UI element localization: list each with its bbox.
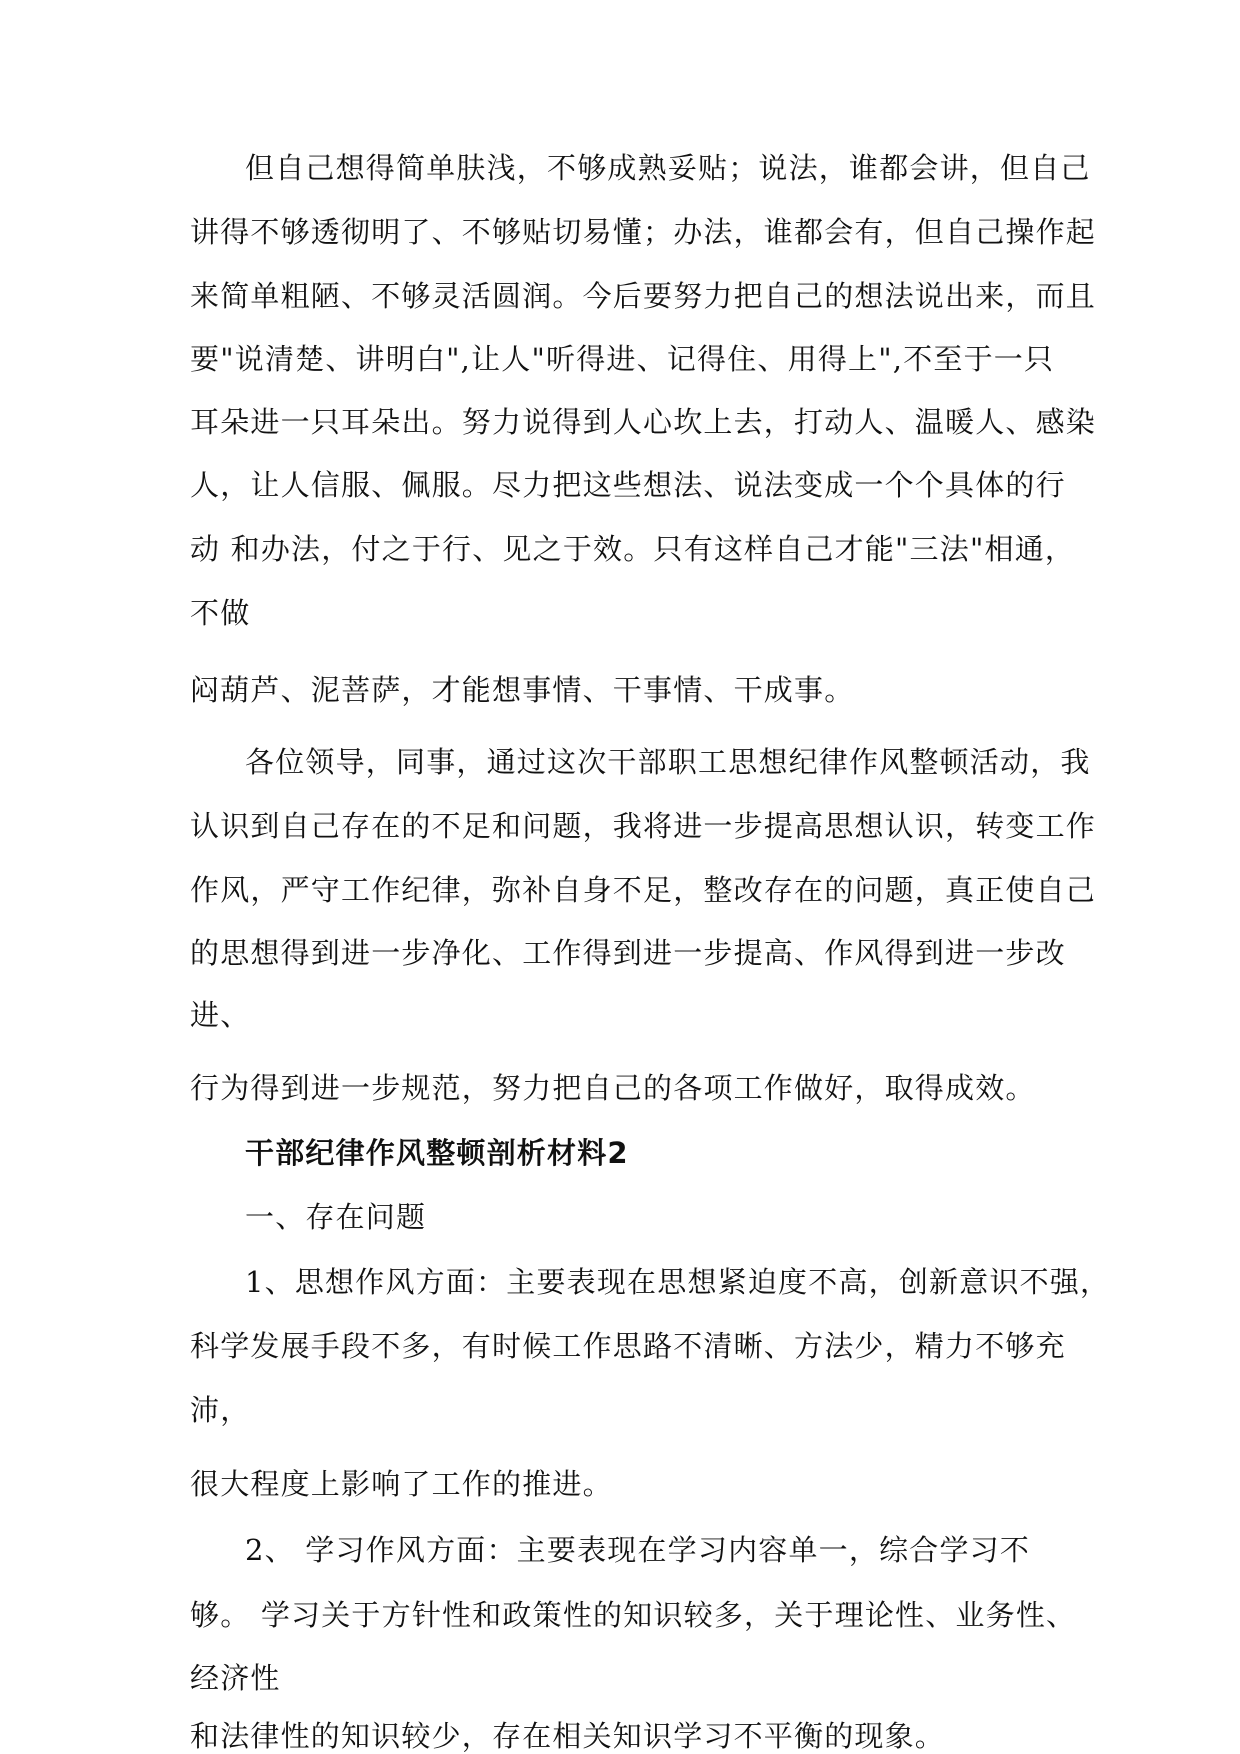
section-heading: 干部纪律作风整顿剖析材料2 (245, 1136, 629, 1170)
text-line: 作风，严守工作纪律，弥补自身不足，整改存在的问题，真正使自己 (190, 873, 1097, 907)
text-line: 沛， (190, 1393, 251, 1427)
text-line: 经济性 (190, 1661, 281, 1695)
text-line: 科学发展手段不多，有时候工作思路不清晰、方法少，精力不够充 (190, 1329, 1066, 1363)
text-line: 不做 (190, 596, 251, 630)
text-line: 人，让人信服、佩服。尽力把这些想法、说法变成一个个具体的行 (190, 468, 1066, 502)
text-line: 和法律性的知识较少，存在相关知识学习不平衡的现象。 (190, 1719, 946, 1753)
text-line: 要"说清楚、讲明白",让人"听得进、记得住、用得上",不至于一只 (190, 342, 1055, 376)
text-line: 耳朵进一只耳朵出。努力说得到人心坎上去，打动人、温暖人、感染 (190, 405, 1097, 439)
text-line: 够。 学习关于方针性和政策性的知识较多，关于理论性、业务性、 (190, 1598, 1077, 1632)
subheading: 一、存在问题 (245, 1200, 427, 1234)
text-line: 行为得到进一步规范，努力把自己的各项工作做好，取得成效。 (190, 1071, 1036, 1105)
text-line: 来简单粗陋、不够灵活圆润。今后要努力把自己的想法说出来，而且 (190, 279, 1097, 313)
text-line: 闷葫芦、泥菩萨，才能想事情、干事情、干成事。 (190, 673, 855, 707)
text-line: 的思想得到进一步净化、工作得到进一步提高、作风得到进一步改 (190, 936, 1066, 970)
text-line: 1、思想作风方面：主要表现在思想紧迫度不高，创新意识不强， (245, 1265, 1111, 1299)
text-line: 进、 (190, 998, 251, 1032)
text-line: 认识到自己存在的不足和问题，我将进一步提高思想认识，转变工作 (190, 809, 1097, 843)
text-line: 很大程度上影响了工作的推进。 (190, 1467, 613, 1501)
text-line: 2、 学习作风方面：主要表现在学习内容单一，综合学习不 (245, 1533, 1031, 1567)
text-line: 讲得不够透彻明了、不够贴切易懂；办法，谁都会有，但自己操作起 (190, 215, 1097, 249)
text-line: 动 和办法，付之于行、见之于效。只有这样自己才能"三法"相通， (190, 532, 1076, 566)
text-line: 各位领导，同事，通过这次干部职工思想纪律作风整顿活动，我 (245, 745, 1091, 779)
text-line: 但自己想得简单肤浅，不够成熟妥贴；说法，谁都会讲，但自己 (245, 151, 1091, 185)
